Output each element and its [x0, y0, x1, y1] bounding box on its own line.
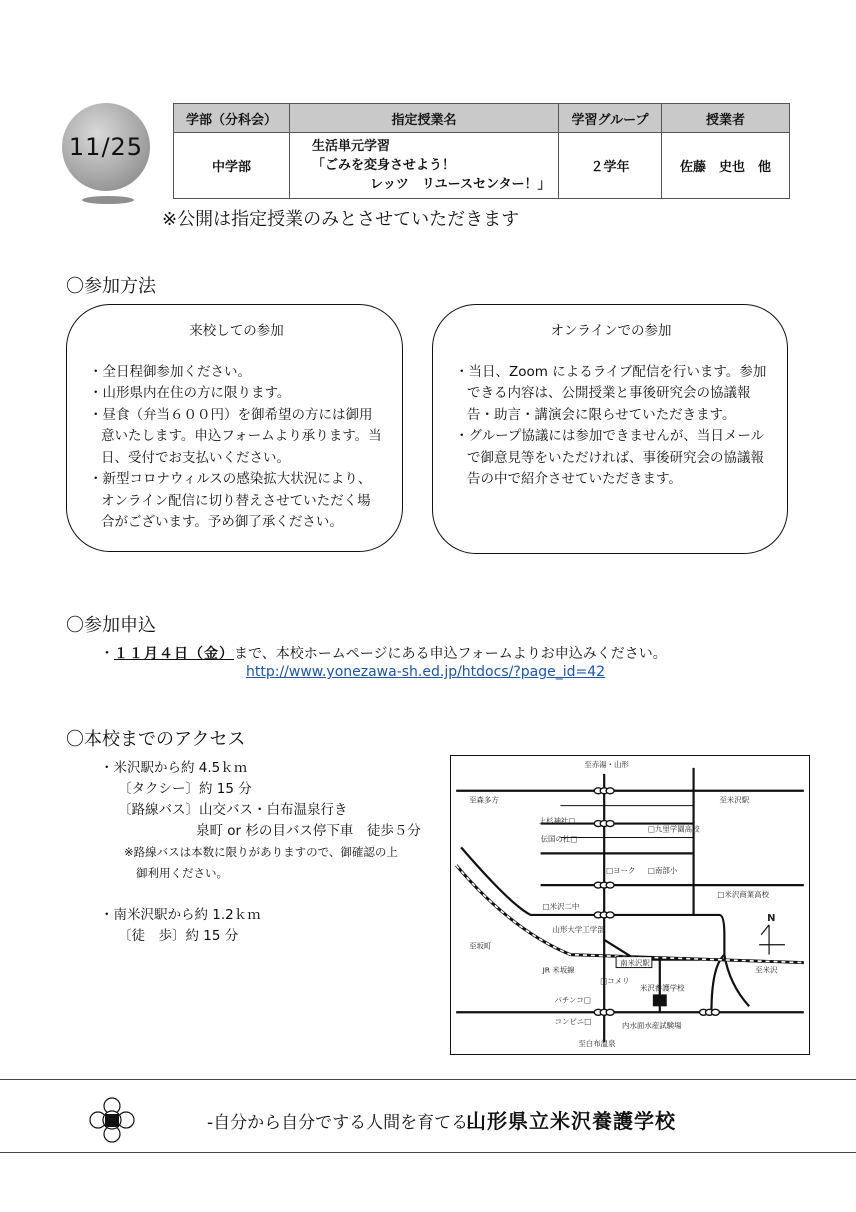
- map-label: □米沢二中: [542, 901, 580, 911]
- lesson-line: 生活単元学習: [312, 139, 391, 154]
- map-label: 至赤湯・山形: [584, 759, 629, 769]
- visit-list: [89, 362, 384, 534]
- visit-title: 来校しての参加: [189, 323, 284, 339]
- map-drawing: [451, 756, 809, 1054]
- list-item: ・全日程御参加ください。: [89, 363, 251, 380]
- list-item: ・昼食（弁当６００円）を御希望の方には御用意いたします。申込フォームより承ります。当日、受付でお支払いください。: [89, 406, 382, 466]
- map-label: 内水面水産試験場: [622, 1021, 682, 1031]
- map-label: □九里学園高校: [647, 824, 700, 834]
- map-label: 至米沢駅: [719, 795, 750, 805]
- lesson-line: 「ごみを変身させよう！: [312, 158, 456, 173]
- lesson-line: レッツ リユースセンター！」: [370, 177, 551, 192]
- lesson-table: [173, 103, 790, 199]
- map-label: 上杉神社□: [538, 816, 576, 826]
- map-label: □コメリ: [600, 976, 630, 986]
- table-row: [174, 133, 790, 199]
- apply-bullet: ・: [100, 646, 114, 662]
- map-label: 至白布温泉: [578, 1039, 616, 1049]
- list-item: ・グループ協議には参加できませんが、当日メールで御意見等をいただければ、事後研究会の協議報告の中で紹介させていただきます。: [455, 428, 765, 487]
- school-marker: [653, 994, 667, 1006]
- map-label: □米沢商業高校: [717, 890, 770, 900]
- access-line: 泉町 or 杉の目バス停下車 徒歩５分: [196, 823, 421, 839]
- footer-top-rule: [0, 1079, 856, 1080]
- access-note: 御利用ください。: [136, 866, 228, 880]
- visit-box: [66, 304, 403, 552]
- date-badge: 11/25: [62, 103, 150, 191]
- online-title: オンラインでの参加: [550, 323, 672, 339]
- footer-school-name: 山形県立米沢養護学校: [466, 1109, 676, 1133]
- north-arrow: [759, 925, 785, 955]
- access-line: ・米沢駅から約 4.5ｋｍ: [100, 760, 248, 776]
- online-box: [432, 304, 788, 554]
- participation-heading: 〇参加方法: [66, 276, 156, 297]
- map-label: コンビニ□: [554, 1017, 592, 1027]
- map-label: □ヨーク: [606, 866, 636, 876]
- list-item: ・当日、Zoom によるライブ配信を行います。参加できる内容は、公開授業と事後研究会の協議報告・助言・講演会に限らせていただきます。: [455, 363, 767, 423]
- map-label: 米沢養護学校: [639, 983, 685, 993]
- access-line: 〔徒 歩〕約 15 分: [118, 928, 239, 944]
- school-logo-icon: [88, 1096, 136, 1144]
- access-note: ※路線バスは本数に限りがありますので、御確認の上: [124, 845, 398, 859]
- apply-url-link[interactable]: http://www.yonezawa-sh.ed.jp/htdocs/?page_id=42: [246, 664, 606, 680]
- list-item: ・山形県内在住の方に限ります。: [89, 385, 291, 401]
- access-directions: [100, 758, 421, 947]
- table-header-row: [174, 104, 790, 133]
- date-badge-shadow: [82, 196, 134, 204]
- map-label: JR 米坂線: [542, 965, 575, 975]
- apply-text: まで、本校ホームページにある申込フォームよりお申込みください。: [234, 646, 667, 662]
- map-label: □南部小: [647, 866, 678, 876]
- map-label: 至森多方: [469, 795, 499, 805]
- map-label: 至米沢: [755, 965, 778, 975]
- header-group: 学習グループ: [559, 104, 662, 133]
- access-line: 〔タクシー〕約 15 分: [118, 781, 252, 797]
- list-item: ・新型コロナウィルスの感染拡大状況により、オンライン配信に切り替えさせていただく場合がございます。予め御了承ください。: [89, 471, 372, 530]
- cell-group: ２学年: [559, 133, 662, 199]
- header-teacher: 授業者: [662, 104, 790, 133]
- access-line: 〔路線バス〕山交バス・白布温泉行き: [118, 802, 348, 818]
- cell-department: 中学部: [174, 133, 290, 199]
- apply-line: [100, 643, 667, 663]
- public-note: ※公開は指定授業のみとさせていただきます: [162, 209, 520, 230]
- online-list: [455, 362, 767, 491]
- apply-deadline: １１月４日（金）: [114, 646, 234, 662]
- header-department: 学部（分科会）: [174, 104, 290, 133]
- footer-bottom-rule: [0, 1152, 856, 1153]
- map-label: パチンコ□: [554, 995, 591, 1005]
- map-label: 至坂町: [469, 941, 492, 951]
- map-label: 伝国の杜□: [540, 834, 578, 844]
- map-label: 南米沢駅: [620, 958, 650, 968]
- access-map: [450, 755, 810, 1055]
- map-north: N: [767, 912, 776, 924]
- cell-teacher: 佐藤 史也 他: [662, 133, 790, 199]
- access-line: ・南米沢駅から約 1.2ｋｍ: [100, 907, 261, 923]
- access-heading: 〇本校までのアクセス: [66, 729, 246, 750]
- cell-lesson: [290, 133, 559, 199]
- header-lesson: 指定授業名: [290, 104, 559, 133]
- footer-slogan: -自分から自分でする人間を育てる-: [207, 1113, 475, 1133]
- map-label: 山形大学工学部: [552, 924, 605, 934]
- apply-heading: 〇参加申込: [66, 615, 156, 636]
